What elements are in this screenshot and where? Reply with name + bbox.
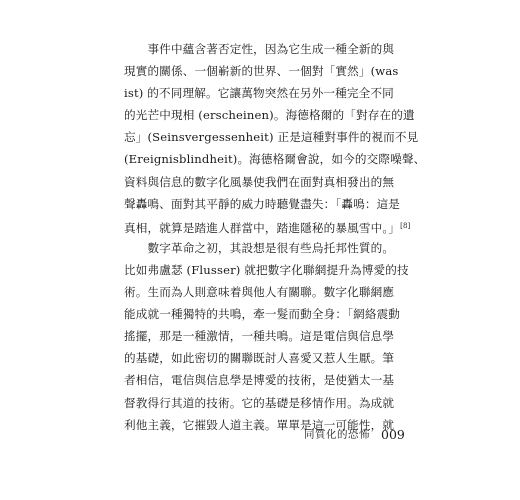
text-line: 現實的關係、一個嶄新的世界、一個對「實然」(was <box>124 64 399 79</box>
running-title: 同質化的恐怖 <box>304 428 370 441</box>
text-line <box>124 215 411 237</box>
page-footer <box>304 426 405 442</box>
text-line: 資料與信息的數字化風暴使我們在面對真相發出的無 <box>124 174 395 189</box>
text-line-content: 真相，就算是踏進人群當中，踏進隱秘的暴風雪中。」 <box>124 220 401 235</box>
text-line: 者相信，電信與信息學是博愛的技術，是使猶太一基 <box>124 373 395 388</box>
text-line: ist) 的不同理解。它讓萬物突然在另外一種完全不同 <box>124 86 394 101</box>
text-line: (Ereignisblindheit)。海德格爾會說，如今的交際噪聲、 <box>124 152 426 167</box>
text-line: 忘」(Seinsvergessenheit) 正是這種對事件的視而不見 <box>124 130 419 145</box>
text-line: 聲轟鳴、面對其平靜的威力時聽覺盡失：「轟鳴：這是 <box>124 196 401 211</box>
text-line: 比如弗盧瑟 (Flusser) 就把數字化聯網提升為博愛的技 <box>124 262 409 277</box>
text-line: 能成就一種獨特的共鳴，牽一髮而動全身：「網絡震動 <box>124 307 401 322</box>
text-line: 術。生而為人則意味着與他人有關聯。數字化聯網應 <box>124 285 395 300</box>
text-line: 利他主義，它摧毀人道主義。單單是這一可能性，就 <box>124 417 395 432</box>
text-line: 的基礎，如此密切的關聯既討人喜愛又惹人生厭。筆 <box>124 351 395 366</box>
text-line: 搖擺，那是一種激情，一種共鳴。這是電信與信息學 <box>124 329 395 344</box>
text-line: 事件中蘊含著否定性，因為它生成一種全新的與 <box>124 42 395 56</box>
text-line: 督教得行其道的技術。它的基礎是移情作用。為成就 <box>124 395 395 410</box>
text-line: 數字革命之初，其設想是很有些烏托邦性質的。 <box>124 240 395 255</box>
footnote-marker: [8] <box>400 221 411 230</box>
page-number: 009 <box>381 426 405 442</box>
text-line: 的光芒中現相 (erscheinen)。海德格爾的「對存在的遺 <box>124 108 415 123</box>
